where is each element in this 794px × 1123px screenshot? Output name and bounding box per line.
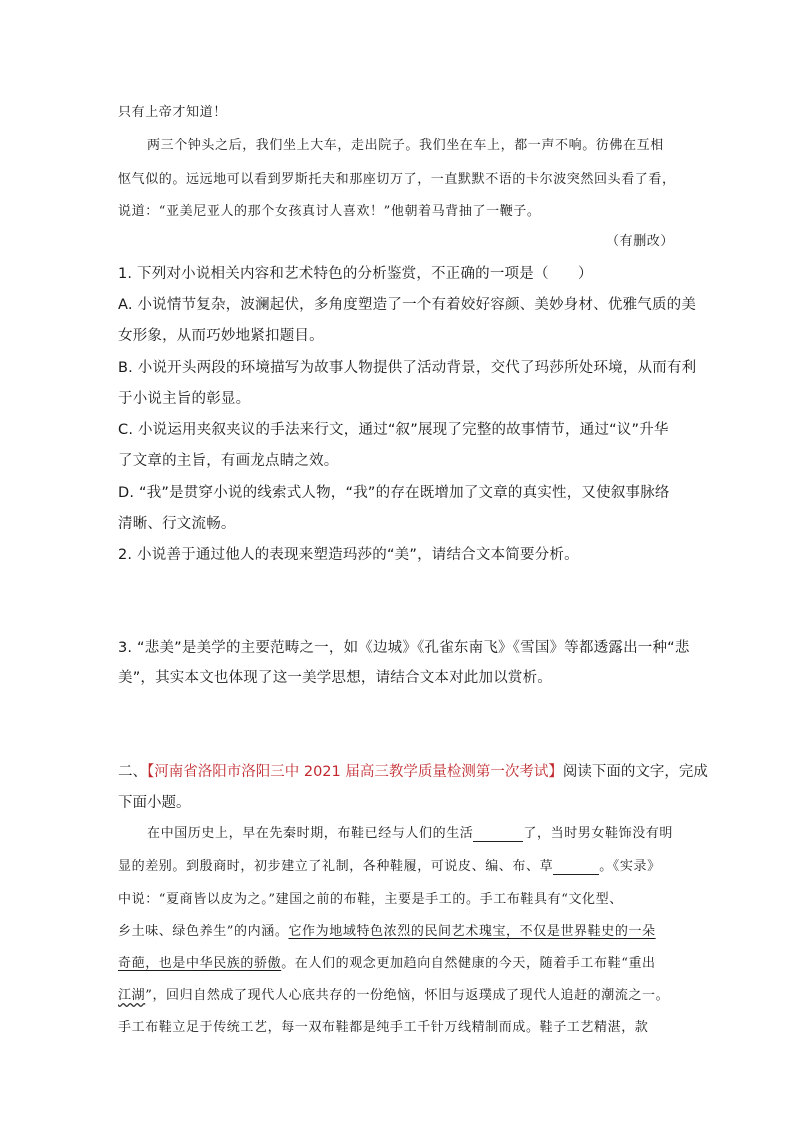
story-line-2: 两三个钟头之后，我们坐上大车，走出院子。我们坐在车上，都一声不响。彷佛在互相 (147, 138, 664, 153)
story-line-1: 只有上帝才知道！ (118, 105, 227, 120)
passage-line-5 (118, 952, 656, 971)
section-2-heading-line-2: 下面小题。 (118, 795, 191, 811)
option-c-line-2: 了文章的主旨，有画龙点睛之效。 (118, 453, 339, 469)
answer-blank-1[interactable] (473, 826, 523, 842)
section-2-heading (118, 760, 708, 781)
section-2-prefix: 二、 (118, 764, 147, 780)
section-2-instruction: 阅读下面的文字，完成 (562, 764, 708, 780)
passage-line-4 (118, 920, 656, 939)
passage-text: 乡土味、绿色养生”的内涵。 (118, 924, 289, 939)
passage-line-1 (147, 822, 673, 842)
underlined-sentence: 它作为地域特色浓烈的民间艺术瑰宝，不仅是世界鞋史的一朵 (288, 924, 656, 939)
section-2-source: 【河南省洛阳市洛阳三中 2021 届高三教学质量检测第一次考试】 (147, 764, 563, 780)
passage-text: 在中国历史上，早在先秦时期，布鞋已经与人们的生活 (147, 826, 474, 841)
passage-line-3: 中说：“夏商皆以皮为之。”建国之前的布鞋，主要是手工的。手工布鞋具有“文化型、 (118, 892, 623, 907)
option-d-line-1: D. “我”是贯穿小说的线索式人物，“我”的存在既增加了文章的真实性，又使叙事脉络 (118, 485, 670, 501)
story-line-3: 怄气似的。远远地可以看到罗斯托夫和那座切万了，一直默默不语的卡尔波突然回头看了看， (118, 172, 676, 187)
passage-text: 。在人们的观念更加趋向自然健康的今天，随着手工布鞋“重出 (281, 956, 656, 971)
passage-text: 了，当时男女鞋饰没有明 (523, 826, 674, 841)
question-1-stem: 1. 下列对小说相关内容和艺术特色的分析鉴赏，不正确的一项是（ ） (118, 266, 593, 282)
passage-text: 显的差别。到殷商时，初步建立了礼制，各种鞋履，可说皮、编、布、草 (118, 859, 554, 874)
underlined-sentence: 奇葩，也是中华民族的骄傲 (118, 956, 282, 971)
option-a-line-1: A. 小说情节复杂，波澜起伏，多角度塑造了一个有着姣好容颜、美妙身材、优雅气质的美 (118, 297, 697, 313)
option-b-line-2: 于小说主旨的彰显。 (118, 391, 251, 407)
passage-line-2 (118, 855, 661, 875)
question-3-line-1: 3. “悲美”是美学的主要范畴之一，如《边城》《孔雀东南飞》《雪国》等都透露出一种“悲 (118, 640, 690, 656)
option-d-line-2: 清晰、行文流畅。 (118, 516, 236, 532)
story-line-4: 说道：“亚美尼亚人的那个女孩真讨人喜欢！”他朝着马背抽了一鞭子。 (118, 204, 541, 219)
passage-text: ”，回归自然成了现代人心底共存的一份绝恼，怀旧与返璞成了现代人追赶的潮流之一。 (145, 988, 670, 1003)
edited-note: （有删改） (606, 234, 675, 249)
wavy-underlined-phrase: 江湖 (118, 988, 146, 1003)
answer-blank-2[interactable] (553, 859, 599, 875)
option-b-line-1: B. 小说开头两段的环境描写为故事人物提供了活动背景，交代了玛莎所处环境，从而有利 (118, 360, 697, 376)
question-3-line-2: 美”，其实本文也体现了这一美学思想，请结合文本对此加以赏析。 (118, 670, 553, 686)
option-c-line-1: C. 小说运用夹叙夹议的手法来行文，通过“叙”展现了完整的故事情节，通过“议”升华 (118, 422, 669, 438)
question-2-stem: 2. 小说善于通过他人的表现来塑造玛莎的“美”，请结合文本简要分析。 (118, 547, 579, 563)
passage-line-7: 手工布鞋立足于传统工艺，每一双布鞋都是纯手工千针万线精制而成。鞋子工艺精湛，款 (118, 1020, 649, 1035)
passage-line-6 (118, 984, 669, 1003)
passage-text: 。《实录》 (599, 859, 661, 874)
option-a-line-2: 女形象，从而巧妙地紧扣题目。 (118, 328, 324, 344)
